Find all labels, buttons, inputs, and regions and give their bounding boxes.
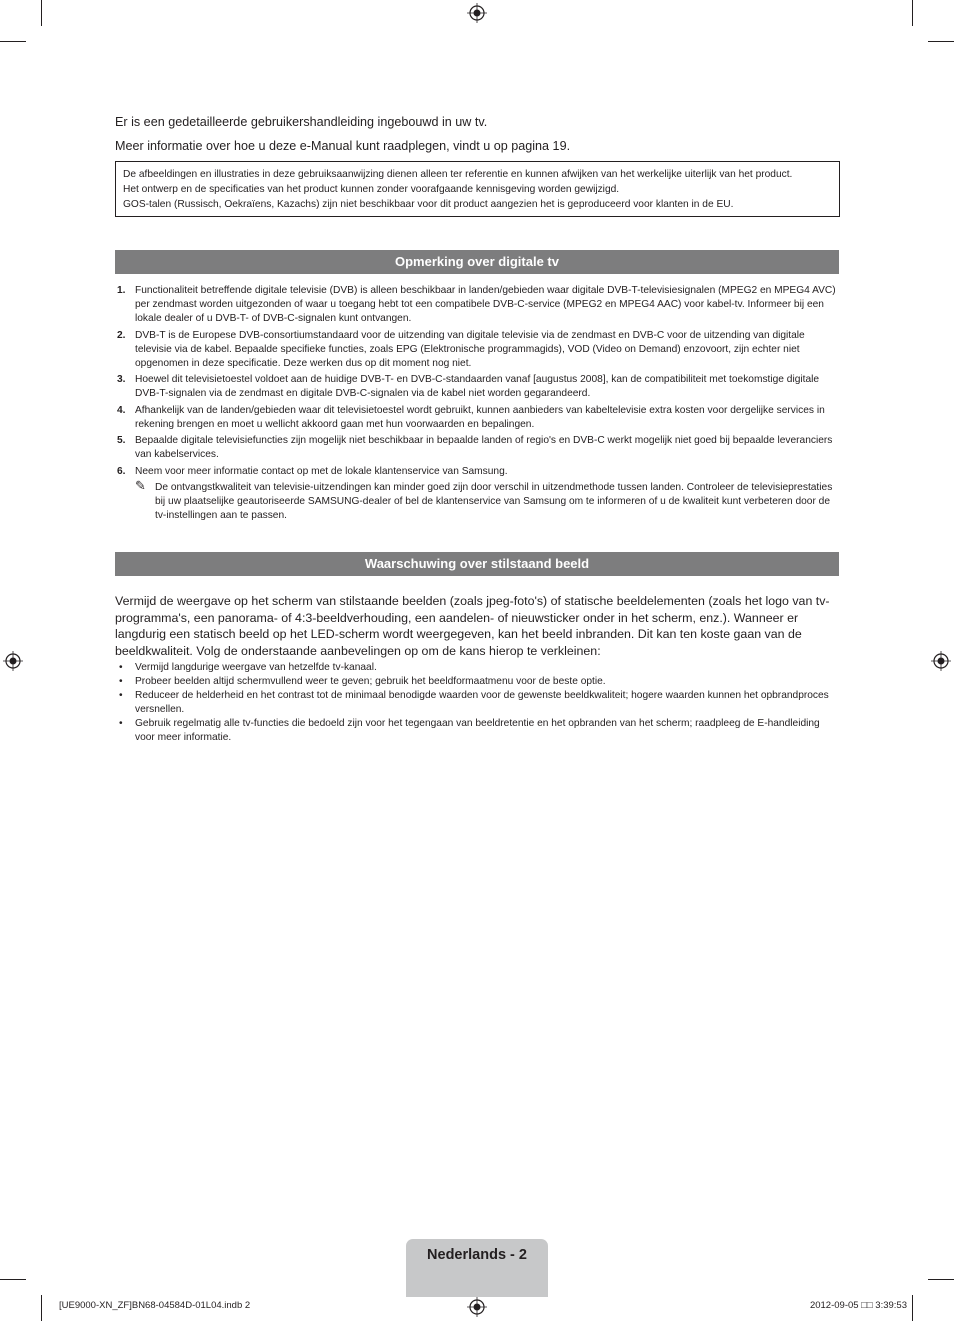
registration-mark-icon xyxy=(467,3,487,23)
disclaimer-line: De afbeeldingen en illustraties in deze gebruiksaanwijzing dienen alleen ter referentie en kunnen afwijken van het werkelijke uiterlijk van het product. xyxy=(123,169,793,180)
bullet-icon: • xyxy=(119,676,123,687)
bullet-icon: • xyxy=(119,718,123,729)
crop-mark xyxy=(41,0,42,26)
item-text: Afhankelijk van de landen/gebieden waar dit televisietoestel wordt gebruikt, kunnen aanbieders van kabeltelevisie extra kosten voor dergelijke services in rekening brengen en moet u wellicht akkoord gaan met hun voorwaarden en bepalingen. xyxy=(135,404,825,430)
bullet-icon: • xyxy=(119,690,123,701)
list-item xyxy=(115,661,839,675)
item-number: 1. xyxy=(117,285,126,296)
still-image-paragraph: Vermijd de weergave op het scherm van stilstaande beelden (zoals jpeg-foto's) of statische beeldelementen (zoals het logo van tv-programma's, een panorama- of 4:3-beeldverhouding, een aandelen- of nieuwsticker onder in het scherm, enz.). Wanneer er langdurig een statisch beeld op het LED-scherm wordt weergegeven, kan het beeld inbranden. Dit kan ten koste gaan van de beeldkwaliteit. Volg de onderstaande aanbevelingen op om de kans hierop te verkleinen: xyxy=(115,594,830,658)
registration-mark-icon xyxy=(467,1297,487,1317)
footer-timestamp: 2012-09-05 □□ 3:39:53 xyxy=(809,1300,907,1311)
item-text: Neem voor meer informatie contact op met de lokale klantenservice van Samsung. xyxy=(135,465,508,477)
digital-tv-list xyxy=(115,284,839,525)
item-number: 5. xyxy=(117,435,126,446)
section-heading-digital-tv: Opmerking over digitale tv xyxy=(115,250,839,274)
pencil-note-icon: ✎ xyxy=(135,477,146,493)
list-item xyxy=(115,689,839,717)
crop-mark xyxy=(912,1295,913,1321)
list-item xyxy=(115,675,839,689)
note-text: De ontvangstkwaliteit van televisie-uitzendingen kan minder goed zijn door verschil in uitzendmethode tussen landen. Controleer de televisieprestaties bij uw plaatselijke geautoriseerde SAMSUNG-dealer of bel de klantenservice van Samsung om te informeren of u de kwaliteit kunt verbeteren door de tv-instellingen aan te passen. xyxy=(155,481,833,521)
crop-mark xyxy=(0,41,26,42)
bullet-text: Gebruik regelmatig alle tv-functies die bedoeld zijn voor het tegengaan van beeldretentie en het opbranden van het scherm; raadpleeg de E-handleiding voor meer informatie. xyxy=(135,718,820,743)
item-text: DVB-T is de Europese DVB-consortiumstandaard voor de uitzending van digitale televisie via de zendmast en DVB-C voor de uitzending van digitale televisie via de kabel. Bepaalde specifieke functies, zoals EPG (Elektronische programmagids), VOD (Video on Demand) enzovoort, zijn echter niet opgenomen in deze specificatie. Deze werken dus op dit moment nog niet. xyxy=(135,329,805,369)
item-number: 4. xyxy=(117,404,126,416)
list-item xyxy=(115,284,839,326)
list-item xyxy=(115,717,839,745)
item-text: Hoewel dit televisietoestel voldoet aan de huidige DVB-T- en DVB-C-standaarden vanaf [augustus 2008], kan de compatibiliteit met toekomstige digitale DVB-T-signalen via de zendmast en digitale DVB-C-signalen via de kabel niet worden gegarandeerd. xyxy=(135,374,820,399)
item-number: 3. xyxy=(117,374,126,385)
list-item xyxy=(115,434,839,462)
list-item xyxy=(115,329,839,371)
bullet-text: Reduceer de helderheid en het contrast tot de minimaal benodigde waarden voor de gewenste beeldkwaliteit; hogere waarden kunnen het opbrandproces versnellen. xyxy=(135,690,829,715)
still-image-recommendations xyxy=(115,661,839,745)
bullet-text: Probeer beelden altijd schermvullend weer te geven; gebruik het beeldformaatmenu voor de beste optie. xyxy=(135,676,606,687)
page-number-label: Nederlands - 2 xyxy=(427,1247,527,1263)
item-text: Functionaliteit betreffende digitale televisie (DVB) is alleen beschikbaar in landen/gebieden waar digitale DVB-T-televisiesignalen (MPEG2 en MPEG4 AVC) per zendmast worden uitgezonden of waar u toegang hebt tot een compatibele DVB-C-service (MPEG2 en MPEG4 AAC) voor kabel-tv. Informeer bij een lokale dealer of u DVB-T- of DVB-C-signalen kunt ontvangen. xyxy=(135,285,836,324)
section-heading-still-image: Waarschuwing over stilstaand beeld xyxy=(115,552,839,576)
disclaimer-line: Het ontwerp en de specificaties van het product kunnen zonder voorafgaande kennisgeving worden gewijzigd. xyxy=(123,184,620,195)
list-item xyxy=(115,373,839,401)
page-number-tab xyxy=(406,1239,548,1297)
registration-mark-icon xyxy=(3,651,23,671)
registration-mark-icon xyxy=(931,651,951,671)
footer-file-info: [UE9000-XN_ZF]BN68-04584D-01L04.indb 2 xyxy=(59,1300,251,1311)
disclaimer-line: GOS-talen (Russisch, Oekraïens, Kazachs) zijn niet beschikbaar voor dit product aangezien het is geproduceerd voor klanten in de EU. xyxy=(123,199,734,210)
item-text: Bepaalde digitale televisiefuncties zijn mogelijk niet beschikbaar in bepaalde landen of regio's en DVB-C werkt mogelijk niet goed bij bepaalde leveranciers van kabelservices. xyxy=(135,435,833,460)
item-number: 6. xyxy=(117,465,126,477)
crop-mark xyxy=(928,1279,954,1280)
list-item xyxy=(115,404,839,432)
reception-note xyxy=(135,477,839,523)
item-number: 2. xyxy=(117,329,126,341)
intro-line-emanual: Er is een gedetailleerde gebruikershandleiding ingebouwd in uw tv. xyxy=(115,115,488,129)
list-item xyxy=(115,465,839,523)
intro-line-page-ref: Meer informatie over hoe u deze e-Manual kunt raadplegen, vindt u op pagina 19. xyxy=(115,139,571,153)
crop-mark xyxy=(912,0,913,26)
crop-mark xyxy=(0,1279,26,1280)
bullet-text: Vermijd langdurige weergave van hetzelfde tv-kanaal. xyxy=(135,662,377,673)
disclaimer-box xyxy=(115,161,840,217)
crop-mark xyxy=(41,1295,42,1321)
bullet-icon: • xyxy=(119,662,123,673)
crop-mark xyxy=(928,41,954,42)
